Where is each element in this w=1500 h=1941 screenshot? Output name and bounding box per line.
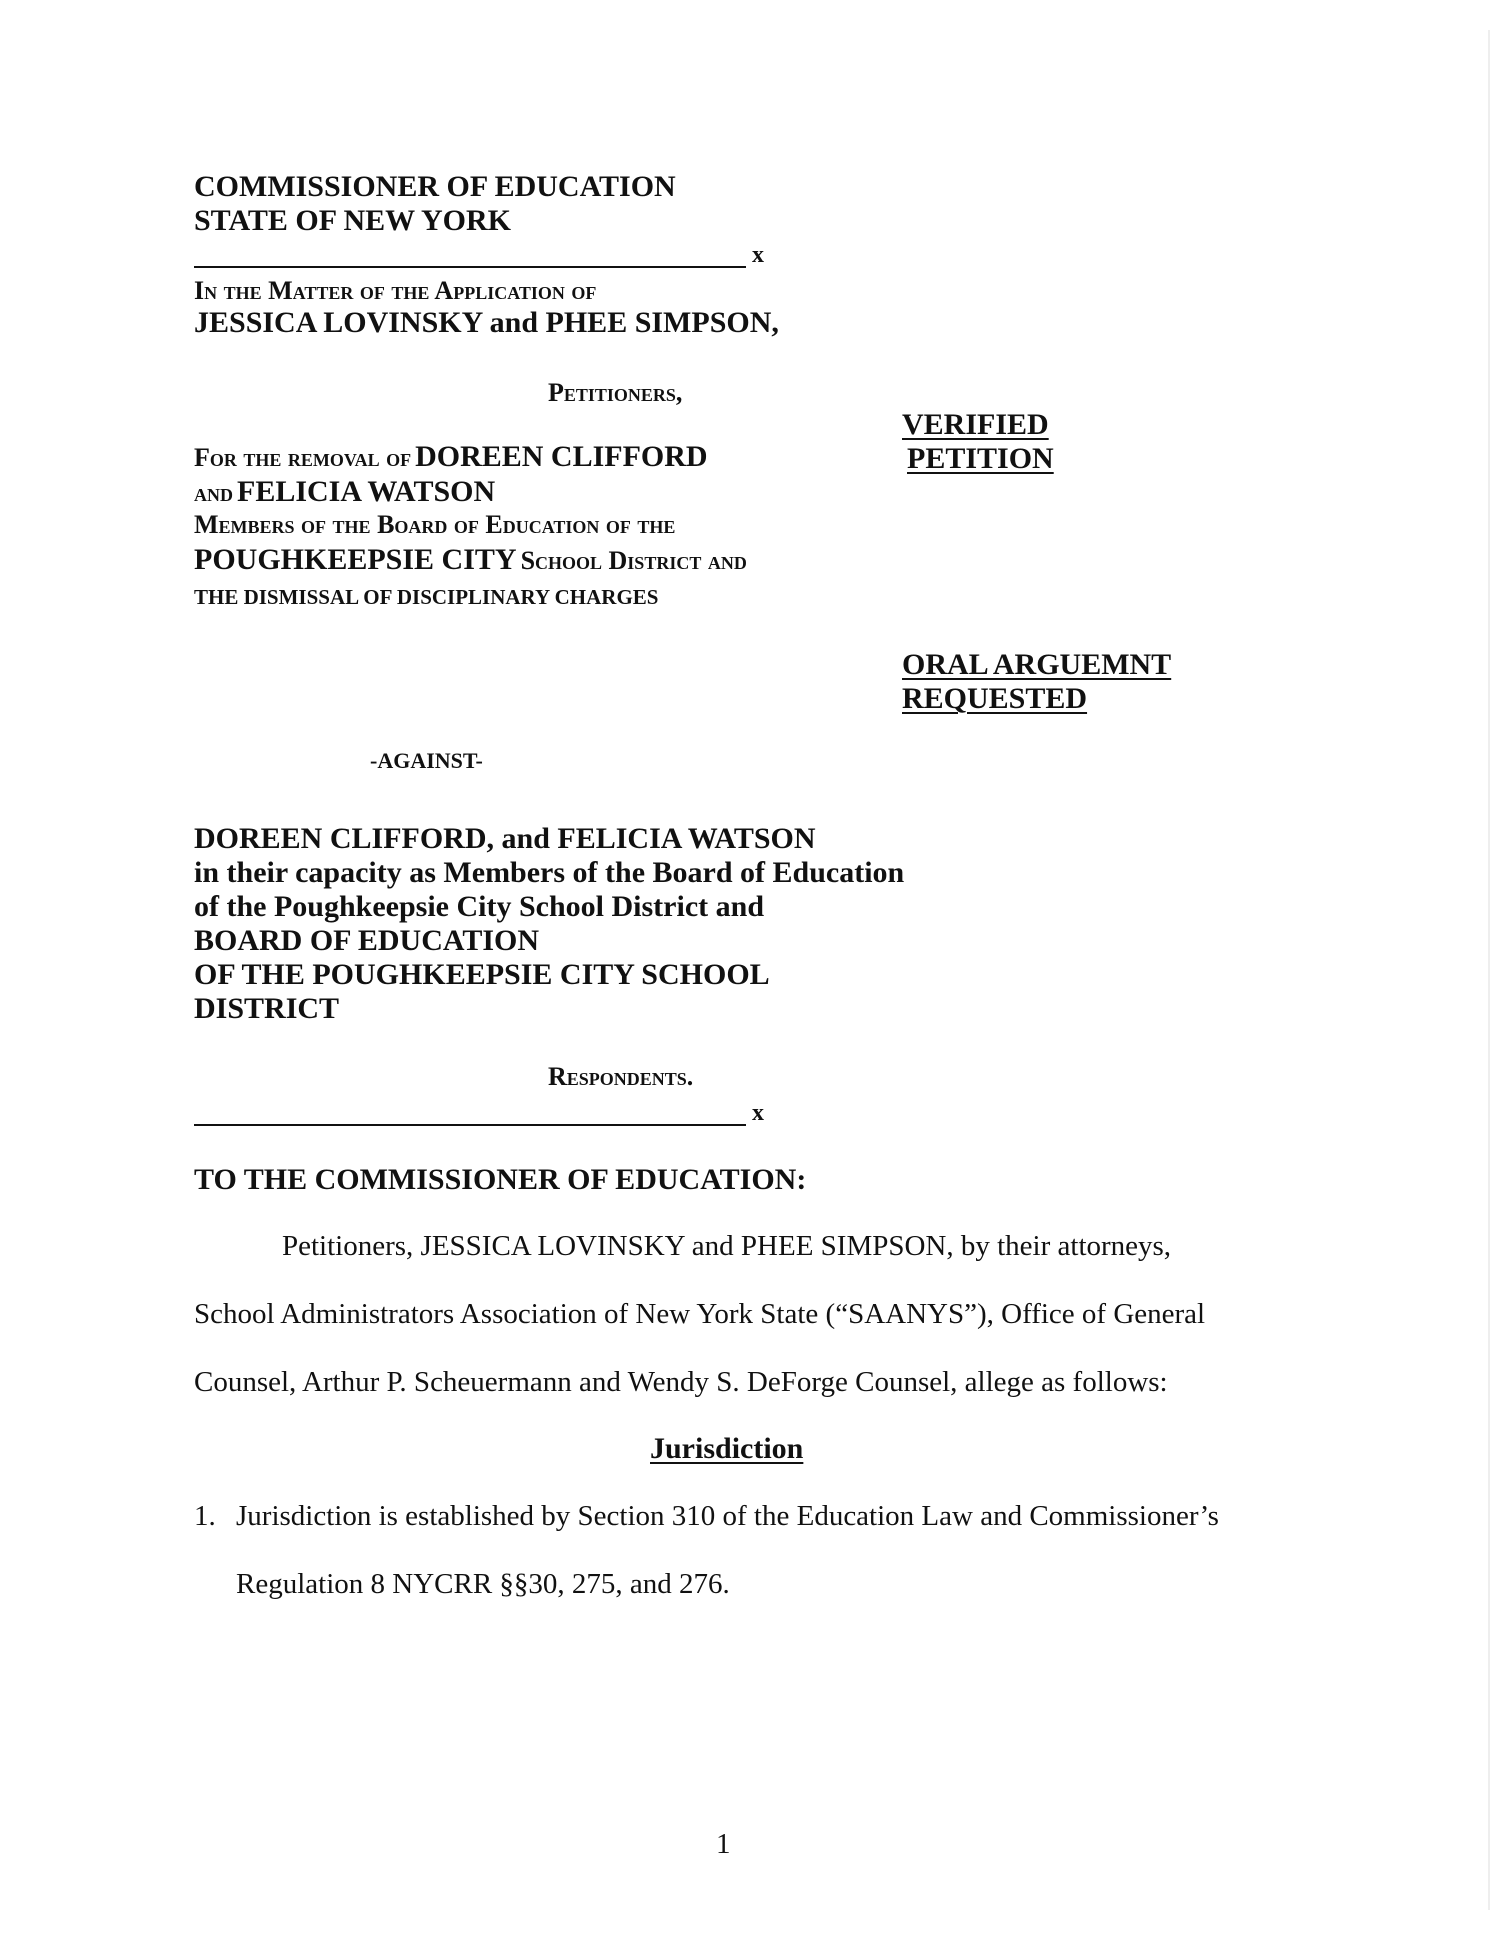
removal-names-1: DOREEN CLIFFORD [415, 440, 708, 473]
respondents-line-6: DISTRICT [194, 992, 340, 1025]
district-suffix: School District and [520, 546, 747, 575]
members-line: Members of the Board of Education of the [194, 510, 676, 539]
verified-label: VERIFIED [902, 408, 1049, 441]
respondents-line-3: of the Poughkeepsie City School District and [194, 890, 764, 923]
section-heading-jurisdiction: Jurisdiction [650, 1432, 804, 1465]
item-number: 1. [194, 1500, 216, 1532]
agency-line-1: COMMISSIONER OF EDUCATION [194, 170, 676, 203]
oral-argument-label: ORAL ARGUEMNT [902, 648, 1172, 681]
caption-top-rule [194, 266, 746, 268]
removal-line-1 [194, 440, 708, 474]
district-name: POUGHKEEPSIE CITY [194, 543, 517, 576]
addressee-heading: TO THE COMMISSIONER OF EDUCATION: [194, 1163, 807, 1196]
respondents-line-1: DOREEN CLIFFORD, and FELICIA WATSON [194, 822, 816, 855]
caption-bottom-x: x [752, 1100, 764, 1126]
petitioners-label: Petitioners, [548, 378, 683, 407]
district-line [194, 543, 747, 577]
requested-label: REQUESTED [902, 682, 1088, 715]
against-label: -AGAINST- [370, 748, 483, 773]
caption-top-x: x [752, 242, 764, 268]
dismissal-line: THE DISMISSAL OF DISCIPLINARY CHARGES [194, 585, 659, 609]
removal-line-2 [194, 475, 495, 509]
page-number: 1 [716, 1828, 731, 1860]
petition-label: PETITION [907, 442, 1054, 475]
removal-names-2: FELICIA WATSON [237, 475, 496, 508]
petitioner-names: JESSICA LOVINSKY and PHEE SIMPSON, [194, 306, 779, 339]
intro-line-3: Counsel, Arthur P. Scheuermann and Wendy S. DeForge Counsel, allege as follows: [194, 1366, 1168, 1398]
matter-line: In the Matter of the Application of [194, 276, 597, 305]
item-line-1: Jurisdiction is established by Section 310 of the Education Law and Commissioner’s [236, 1500, 1219, 1532]
respondents-line-4: BOARD OF EDUCATION [194, 924, 540, 957]
caption-bottom-rule [194, 1124, 746, 1126]
item-line-2: Regulation 8 NYCRR §§30, 275, and 276. [236, 1568, 730, 1600]
agency-line-2: STATE OF NEW YORK [194, 204, 511, 237]
respondents-label: Respondents. [548, 1062, 694, 1091]
removal-prefix: For the removal of [194, 443, 412, 472]
scan-edge [1488, 30, 1490, 1910]
intro-line-1: Petitioners, JESSICA LOVINSKY and PHEE SIMPSON, by their attorneys, [282, 1230, 1172, 1262]
intro-line-2: School Administrators Association of New York State (“SAANYS”), Office of General [194, 1298, 1206, 1330]
respondents-line-2: in their capacity as Members of the Board of Education [194, 856, 905, 889]
respondents-line-5: OF THE POUGHKEEPSIE CITY SCHOOL [194, 958, 770, 991]
removal-prefix-2: and [194, 478, 233, 507]
